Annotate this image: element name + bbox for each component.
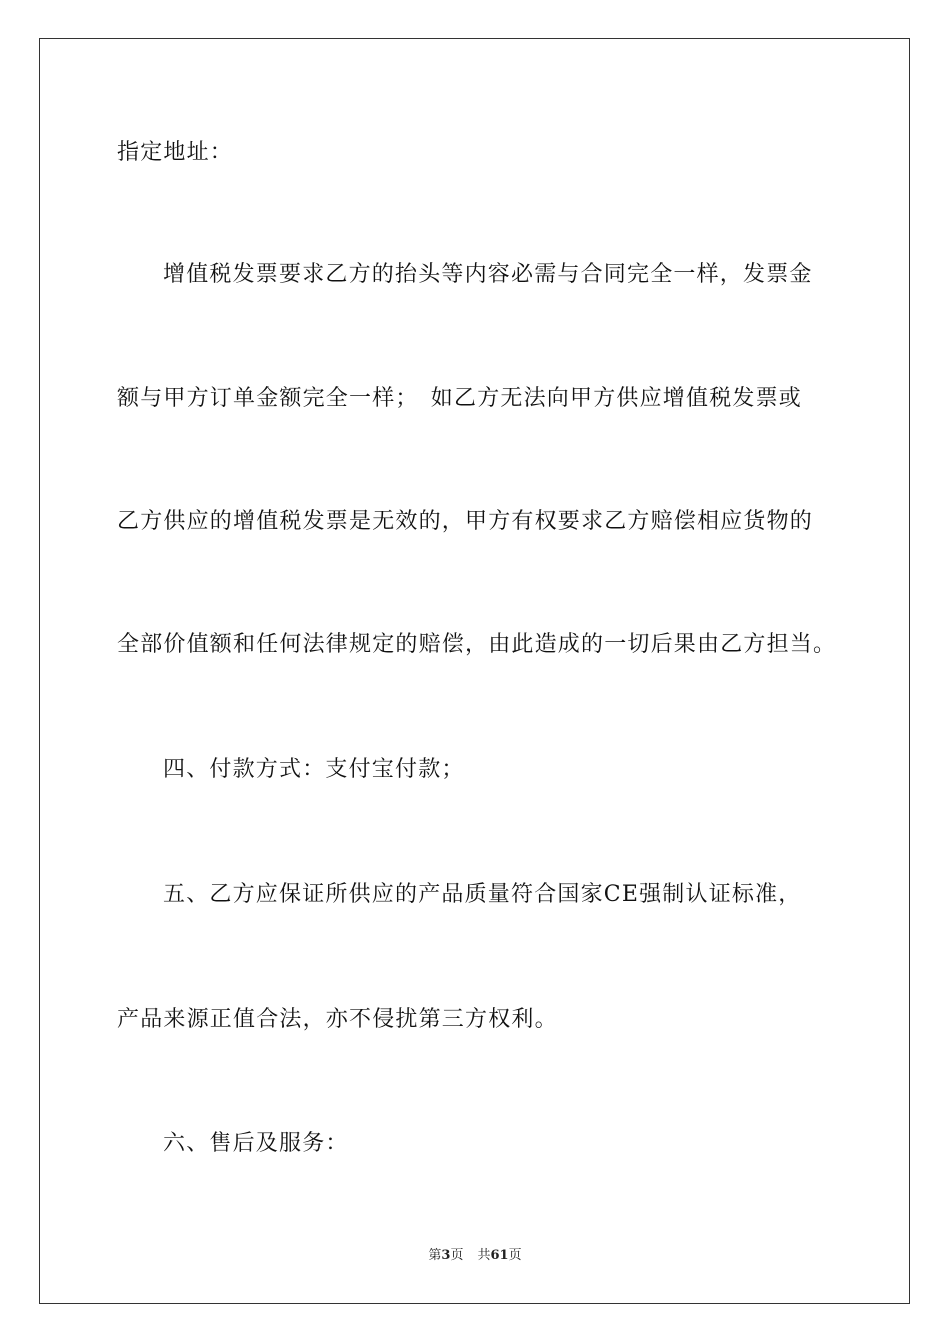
text-line-after-sales: 六、售后及服务： <box>163 1131 349 1156</box>
total-pages: 61 <box>490 1248 509 1263</box>
text-line-invalid-invoice: 乙方供应的增值税发票是无效的，甲方有权要求乙方赔偿相应货物的 <box>117 509 814 534</box>
text-line-compensation: 全部价值额和任何法律规定的赔偿，由此造成的一切后果由乙方担当。 <box>117 632 837 657</box>
text-line-payment-method: 四、付款方式：支付宝付款； <box>163 757 465 782</box>
text-line-invoice-amount: 额与甲方订单金额完全一样； 如乙方无法向甲方供应增值税发票或 <box>117 386 803 411</box>
page-footer <box>0 1247 950 1265</box>
text-line-product-source: 产品来源正值合法，亦不侵扰第三方权利。 <box>117 1007 558 1032</box>
text-line-invoice-requirement: 增值税发票要求乙方的抬头等内容必需与合同完全一样，发票金 <box>163 262 813 287</box>
page-frame <box>39 38 910 1304</box>
page-suffix: 页 <box>450 1248 464 1263</box>
total-suffix: 页 <box>508 1248 522 1263</box>
page-number: 3 <box>441 1248 451 1263</box>
text-line-address: 指定地址： <box>117 140 234 165</box>
page-prefix: 第 <box>428 1248 442 1263</box>
text-line-quality-guarantee: 五、乙方应保证所供应的产品质量符合国家CE强制认证标准， <box>163 882 802 907</box>
total-prefix: 共 <box>477 1248 491 1263</box>
